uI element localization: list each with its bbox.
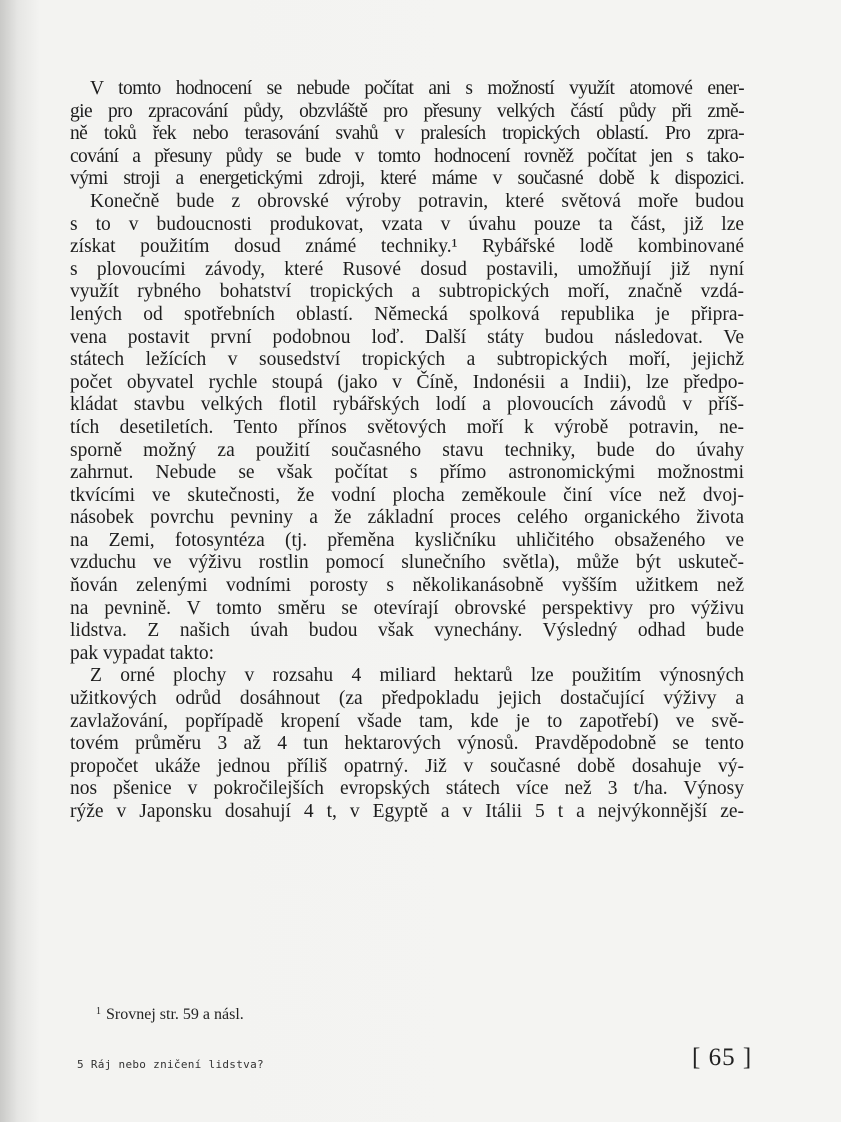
text-line: státech ležících v sousedství tropických a subtropických moří, jejichž (70, 349, 744, 371)
text-line: na Zemi, fotosyntéza (tj. přeměna kysličníku uhličitého obsaženého ve (70, 529, 744, 551)
footnote-text: Srovnej str. 59 a násl. (106, 1006, 244, 1023)
text-line: kládat stavbu velkých flotil rybářských lodí a plovoucích závodů v příš- (70, 394, 744, 416)
text-line: vými stroji a energetickými zdroji, které máme v současné době k dispozici. (70, 168, 744, 190)
text-line: tích desetiletích. Tento přínos světových moří k výrobě potravin, ne- (70, 416, 744, 438)
text-line: užitkových odrůd dosáhnout (za předpokladu jejich dostačující výživy a (70, 688, 744, 710)
text-line: tkvícími ve skutečnosti, že vodní plocha zeměkoule činí více než dvoj- (70, 484, 744, 506)
text-line: gie pro zpracování půdy, obzvláště pro přesuny velkých částí půdy při změ- (70, 100, 744, 122)
text-line: Z orné plochy v rozsahu 4 miliard hektarů lze použitím výnosných (90, 665, 744, 687)
text-line: využít rybného bohatství tropických a subtropických moří, značně vzdá- (70, 281, 744, 303)
text-line: s plovoucími závody, které Rusové dosud postavili, umožňují již nyní (70, 258, 744, 280)
text-line: s to v budoucnosti produkovat, vzata v úvahu pouze ta část, již lze (70, 213, 744, 235)
text-line: získat použitím dosud známé techniky.¹ Rybářské lodě kombinované (70, 236, 744, 258)
text-line: tovém průměru 3 až 4 tun hektarových výnosů. Pravděpodobně se tento (70, 733, 744, 755)
text-line: počet obyvatel rychle stoupá (jako v Číně, Indonésii a Indii), lze předpo- (70, 371, 744, 393)
text-line: V tomto hodnocení se nebude počítat ani s možností využít atomové ener- (90, 78, 744, 99)
text-line: lidstva. Z našich úvah budou však vynechány. Výsledný odhad bude (70, 620, 744, 642)
text-line: zahrnut. Nebude se však počítat s přímo astronomickými možnostmi (70, 462, 744, 484)
text-line: ňován zelenými vodními porosty s několikanásobně vyšším užitkem než (70, 575, 744, 597)
text-line: lených od spotřebních oblastí. Německá spolková republika je připra- (70, 303, 744, 325)
footnote-marker: 1 (96, 1006, 101, 1017)
body-text (70, 78, 744, 824)
text-line: propočet ukáže jednou příliš opatrný. Již v současné době dosahuje vý- (70, 755, 744, 777)
text-line: cování a přesuny půdy se bude v tomto hodnocení rovněž počítat jen s tako- (70, 145, 744, 167)
page-number: [ 65 ] (692, 1044, 753, 1071)
footnote (96, 1006, 244, 1024)
printer-signature: 5 Ráj nebo zničení lidstva? (77, 1058, 264, 1071)
text-line: pak vypadat takto: (70, 642, 215, 664)
text-line: Konečně bude z obrovské výroby potravin, které světová moře budou (90, 190, 744, 212)
text-line: zavlažování, popřípadě kropení všade tam, kde je to zapotřebí) ve svě- (70, 710, 744, 732)
text-line: sporně možný za použití současného stavu techniky, bude do úvahy (70, 439, 744, 461)
text-line: vena postavit první podobnou loď. Další státy budou následovat. Ve (70, 326, 744, 348)
text-line: násobek povrchu pevniny a že základní proces celého organického života (70, 507, 744, 529)
text-line: rýže v Japonsku dosahují 4 t, v Egyptě a v Itálii 5 t a nejvýkonnější ze- (70, 801, 744, 822)
text-line: vzduchu ve výživu rostlin pomocí slunečního světla), může být uskuteč- (70, 552, 744, 574)
text-line: ně toků řek nebo terasování svahů v pralesích tropických oblastí. Pro zpra- (70, 123, 744, 145)
text-line: na pevnině. V tomto směru se otevírají obrovské perspektivy pro výživu (70, 597, 744, 619)
text-line: nos pšenice v pokročilejších evropských státech více než 3 t/ha. Výnosy (70, 778, 744, 800)
